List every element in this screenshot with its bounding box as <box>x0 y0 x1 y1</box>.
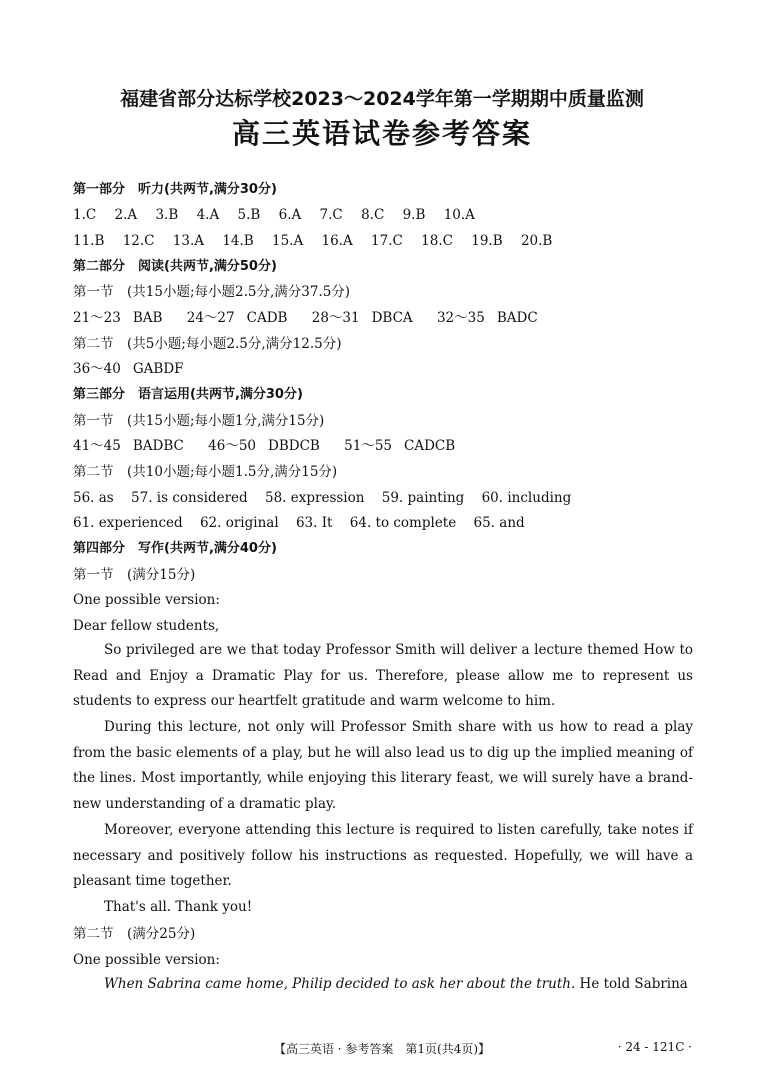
document-title: 福建省部分达标学校2023～2024学年第一学期期中质量监测 <box>120 88 644 110</box>
answer-item: 59. painting <box>381 490 465 506</box>
answer-range: 41～45 <box>73 438 121 454</box>
answer-item: 6.A <box>278 207 302 223</box>
answer-range: 21～23 <box>73 310 121 326</box>
answer-item: 10.A <box>443 207 475 223</box>
essay-paragraph-2: During this lecture, not only will Professor Smith share with us how to read a play from the basic elements of a play, but he will also lead us to dig up the implied meaning of the lines. Most importantly, while enjoying this literary feast, we will surely have a brand-new understanding of a dramatic play. <box>73 719 693 813</box>
part1-answers-row2 <box>73 232 693 250</box>
answer-range: 51～55 <box>344 438 392 454</box>
answer-item: 63. It <box>295 515 333 531</box>
essay-closing: That's all. Thank you! <box>104 899 253 915</box>
part3-section2-row2 <box>73 514 693 532</box>
answer-range: 36～40 <box>73 361 121 377</box>
part4-section2-title: 第二节 (满分25分) <box>73 926 196 942</box>
answer-item: 12.C <box>122 233 155 249</box>
answer-item: 56. as <box>73 490 114 506</box>
answer-range: 32～35 <box>436 310 485 326</box>
answer-item: 20.B <box>520 233 553 249</box>
answer-value: CADB <box>246 310 288 326</box>
answer-item: 62. original <box>199 515 279 531</box>
answer-value: BADBC <box>132 438 184 454</box>
part3-section2-row1 <box>73 489 693 507</box>
essay-paragraph-3: Moreover, everyone attending this lecture is required to listen carefully, take notes if necessary and positively follow his instructions as requested. Hopefully, we will have a pleasant time together. <box>73 822 693 890</box>
part3-section1-answers <box>73 437 693 455</box>
answer-item: 4.A <box>196 207 220 223</box>
answer-item: 1.C <box>73 207 97 223</box>
answer-item: 61. experienced <box>73 515 183 531</box>
document-subtitle: 高三英语试卷参考答案 <box>231 117 532 150</box>
part4-heading: 第四部分 写作(共两节,满分40分) <box>73 541 277 556</box>
answer-range: 28～31 <box>311 310 360 326</box>
answer-item: 60. including <box>481 490 572 506</box>
part2-section2-answers <box>73 360 693 378</box>
answer-item: 8.C <box>361 207 385 223</box>
essay-paragraph-1: So privileged are we that today Professor Smith will deliver a lecture themed How to Read and Enjoy a Dramatic Play for us. Therefore, please allow me to represent us students to express our heartfelt gratitude and warm welcome to him. <box>73 642 693 710</box>
letter-greeting: Dear fellow students, <box>73 618 220 634</box>
answer-range: 46～50 <box>208 438 257 454</box>
answer-item: 9.B <box>402 207 426 223</box>
answer-range: 24～27 <box>186 310 235 326</box>
part1-answers-row1 <box>73 206 693 224</box>
part2-section1-answers <box>73 309 693 327</box>
part2-section2-title: 第二节 (共5小题;每小题2.5分,满分12.5分) <box>73 336 342 352</box>
document-code: · 24 - 121C · <box>617 1040 692 1054</box>
answer-item: 65. and <box>473 515 525 531</box>
answer-item: 7.C <box>319 207 343 223</box>
answer-item: 13.A <box>172 233 205 249</box>
part3-section2-title: 第二节 (共10小题;每小题1.5分,满分15分) <box>73 464 338 480</box>
answer-item: 2.A <box>114 207 138 223</box>
part2-heading: 第二部分 阅读(共两节,满分50分) <box>73 259 277 274</box>
answer-item: 5.B <box>237 207 261 223</box>
part1-heading: 第一部分 听力(共两节,满分30分) <box>73 182 277 197</box>
answer-item: 3.B <box>155 207 179 223</box>
version-label: One possible version: <box>73 592 220 608</box>
part4-section1-title: 第一节 (满分15分) <box>73 567 196 583</box>
answer-item: 64. to complete <box>349 515 457 531</box>
answer-item: 58. expression <box>265 490 365 506</box>
answer-item: 57. is considered <box>131 490 248 506</box>
part2-section1-title: 第一节 (共15小题;每小题2.5分,满分37.5分) <box>73 284 351 300</box>
story-continuation: He told Sabrina <box>575 976 688 992</box>
story-paragraph <box>73 972 693 998</box>
answer-item: 15.A <box>272 233 304 249</box>
story-opening-sentence: When Sabrina came home, Philip decided to ask her about the truth. <box>104 976 576 992</box>
answer-value: DBCA <box>371 310 413 326</box>
answer-item: 16.A <box>321 233 353 249</box>
answer-item: 17.C <box>371 233 403 249</box>
answer-item: 14.B <box>222 233 254 249</box>
answer-value: GABDF <box>132 361 184 377</box>
answer-item: 18.C <box>421 233 453 249</box>
answer-item: 11.B <box>73 233 105 249</box>
part3-section1-title: 第一节 (共15小题;每小题1分,满分15分) <box>73 413 325 429</box>
answer-item: 19.B <box>471 233 503 249</box>
answer-value: CADCB <box>404 438 456 454</box>
version-label-2: One possible version: <box>73 952 220 968</box>
answer-value: BADC <box>496 310 538 326</box>
answer-value: DBDCB <box>268 438 320 454</box>
part3-heading: 第三部分 语言运用(共两节,满分30分) <box>73 387 303 402</box>
answer-value: BAB <box>132 310 163 326</box>
page-footer: 【高三英语 · 参考答案 第1页(共4页)】 <box>273 1042 491 1056</box>
